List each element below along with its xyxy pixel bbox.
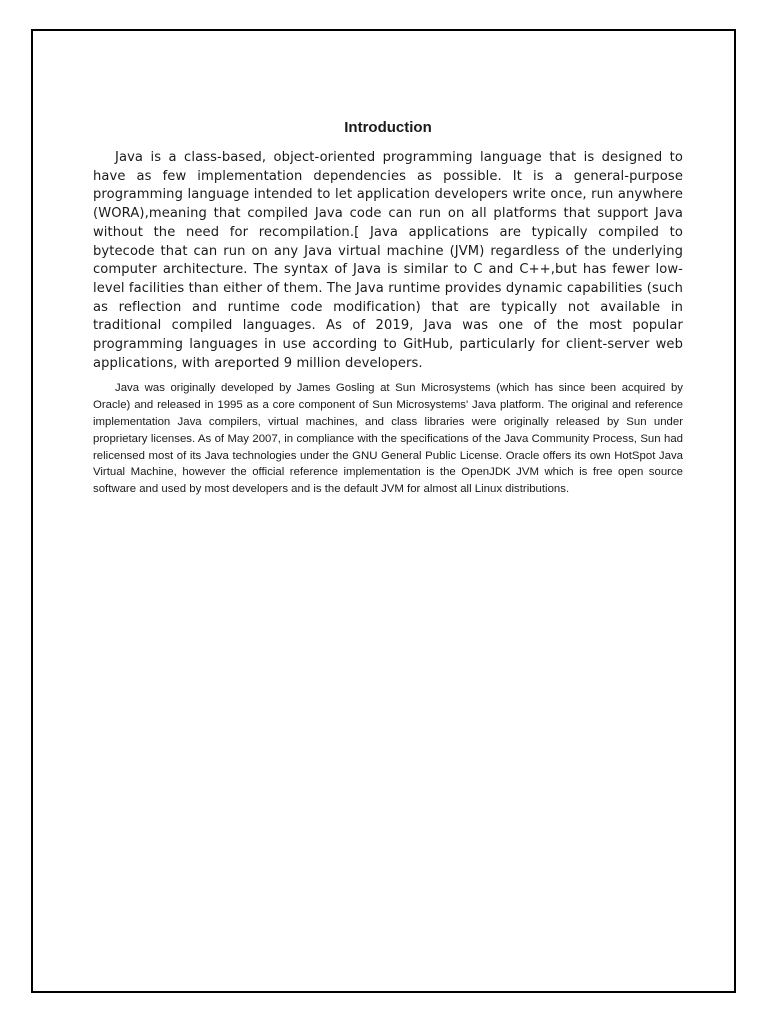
paragraph-1: Java is a class-based, object-oriented programming language that is designed to have as few implementation dependencies as possible. It is a general-purpose programming language intended to let application developers write once, run anywhere (WORA),meaning that compiled Java code can run on all platforms that support Java without the need for recompilation.[ Java applications are typically compiled to bytecode that can run on any Java virtual machine (JVM) regardless of the underlying computer architecture. The syntax of Java is similar to C and C++,but has fewer low- level facilities than either of them. The Java runtime provides dynamic capabilities (such as reflection and runtime code modification) that are typically not available in traditional compiled languages. As of 2019, Java was one of the most popular programming languages in use according to GitHub, particularly for client-server web applications, with areported 9 million developers.	[93, 150, 683, 371]
page-title: Introduction	[344, 119, 432, 136]
paragraph-2: Java was originally developed by James Gosling at Sun Microsystems (which has since been acquired by Oracle) and released in 1995 as a core component of Sun Microsystems' Java platform. The original and reference implementation Java compilers, virtual machines, and class libraries were originally released by Sun under proprietary licenses. As of May 2007, in compliance with the specifications of the Java Community Process, Sun had relicensed most of its Java technologies under the GNU General Public License. Oracle offers its own HotSpot Java Virtual Machine, however the official reference implementation is the OpenJDK JVM which is free open source software and used by most developers and is the default JVM for almost all Linux distributions.	[93, 382, 683, 496]
document-body	[93, 117, 683, 498]
